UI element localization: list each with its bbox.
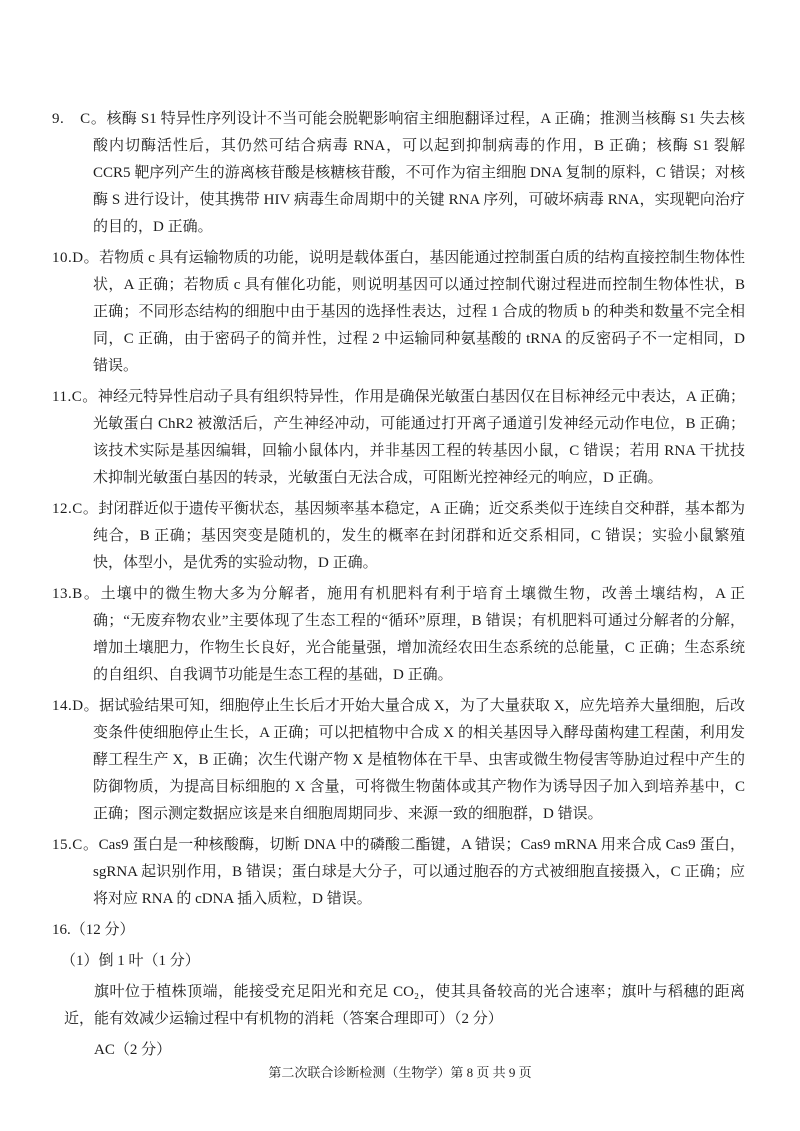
answer-number-14: 14.D。 xyxy=(52,698,100,714)
page-footer: 第二次联合诊断检测（生物学）第 8 页 共 9 页 xyxy=(268,1065,532,1080)
question-16-sub1-answer: AC（2 分） xyxy=(94,1042,172,1058)
answer-text-14: 据试验结果可知，细胞停止生长后才开始大量合成 X，为了大量获取 X，应先培养大量细胞，后改变条件使细胞停止生长，A 正确；可以把植物中合成 X 的相关基因导入酵母菌构建工程菌，利用发酵工程生产 X，B 正确；次生代谢产物 X 是植物体在干旱、虫害或微生物侵害等胁迫过程中产生的防御物质，为提高目标细胞的 X 含量，可将微生物菌体或其产物作为诱导因子加入到培养基中，C 正确；图示测定数据应该是来自细胞周期同步、来源一致的细胞群，D 错误。 xyxy=(93,698,746,822)
answer-item-13 xyxy=(52,581,745,689)
answer-number-11: 11.C。 xyxy=(52,389,98,405)
answer-text-9: 核酶 S1 特异性序列设计不当可能会脱靶影响宿主细胞翻译过程，A 正确；推测当核酶 S1 失去核酸内切酶活性后，其仍然可结合病毒 RNA，可以起到抑制病毒的作用，B 正确；核酶 S1 裂解 CCR5 靶序列产生的游离核苷酸是核糖核苷酸，不可作为宿主细胞 DNA 复制的原料，C 错误；对核酶 S 进行设计，使其携带 HIV 病毒生命周期中的关键 RNA 序列，可破坏病毒 RNA，实现靶向治疗的目的，D 正确。 xyxy=(93,111,745,235)
answer-item-15 xyxy=(52,832,745,913)
answer-item-9 xyxy=(52,106,745,241)
answer-item-10 xyxy=(52,245,745,380)
answer-number-15: 15.C。 xyxy=(52,837,99,853)
answer-text-10: 若物质 c 具有运输物质的功能，说明是载体蛋白，基因能通过控制蛋白质的结构直接控制生物体性状，A 正确；若物质 c 具有催化功能，则说明基因可以通过控制代谢过程进而控制生物体性状，B 正确；不同形态结构的细胞中由于基因的选择性表达，过程 1 合成的物质 b 的种类和数量不完全相同，C 正确，由于密码子的简并性，过程 2 中运输同种氨基酸的 tRNA 的反密码子不一定相同，D 错误。 xyxy=(93,250,745,374)
question-16-sub1-text: 旗叶位于植株顶端，能接受充足阳光和充足 CO₂，使其具备较高的光合速率；旗叶与稻穗的距离近，能有效减少运输过程中有机物的消耗（答案合理即可）（2 分） xyxy=(64,984,745,1027)
question-16-header: 16.（12 分） xyxy=(52,922,135,938)
answer-item-14 xyxy=(52,693,745,828)
answer-text-11: 神经元特异性启动子具有组织特异性，作用是确保光敏蛋白基因仅在目标神经元中表达，A 正确；光敏蛋白 ChR2 被激活后，产生神经冲动，可能通过打开离子通道引发神经元动作电位，B 正确；该技术实际是基因编辑，回输小鼠体内，并非基因工程的转基因小鼠，C 错误；若用 RNA 干扰技术抑制光敏蛋白基因的转录，光敏蛋白无法合成，可阻断光控神经元的响应，D 正确。 xyxy=(93,389,745,486)
answer-text-13: 土壤中的微生物大多为分解者，施用有机肥料有利于培育土壤微生物，改善土壤结构，A 正确；“无废弃物农业”主要体现了生态工程的“循环”原理，B 错误；有机肥料可通过分解者的分解，增加土壤肥力，作物生长良好，光合能量强，增加流经农田生态系统的总能量，C 正确；生态系统的自组织、自我调节功能是生态工程的基础，D 正确。 xyxy=(93,586,745,683)
answer-text-12: 封闭群近似于遗传平衡状态，基因频率基本稳定，A 正确；近交系类似于连续自交种群，基本都为纯合，B 正确；基因突变是随机的，发生的概率在封闭群和近交系相同，C 错误；实验小鼠繁殖快，体型小，是优秀的实验动物，D 正确。 xyxy=(93,501,745,571)
answer-number-13: 13.B。 xyxy=(52,586,101,602)
answer-item-12 xyxy=(52,496,745,577)
answer-item-11 xyxy=(52,384,745,492)
answer-number-9: 9. C。 xyxy=(52,111,107,127)
answer-text-15: Cas9 蛋白是一种核酸酶，切断 DNA 中的磷酸二酯键，A 错误；Cas9 mRNA 用来合成 Cas9 蛋白，sgRNA 起识别作用，B 错误；蛋白球是大分子，可以通过胞吞的方式被细胞直接摄入，C 正确；应将对应 RNA 的 cDNA 插入质粒，D 错误。 xyxy=(93,837,745,907)
answer-number-10: 10.D。 xyxy=(52,250,100,266)
answer-number-12: 12.C。 xyxy=(52,501,99,517)
question-16-sub1-label: （1）倒 1 叶（1 分） xyxy=(61,953,200,969)
